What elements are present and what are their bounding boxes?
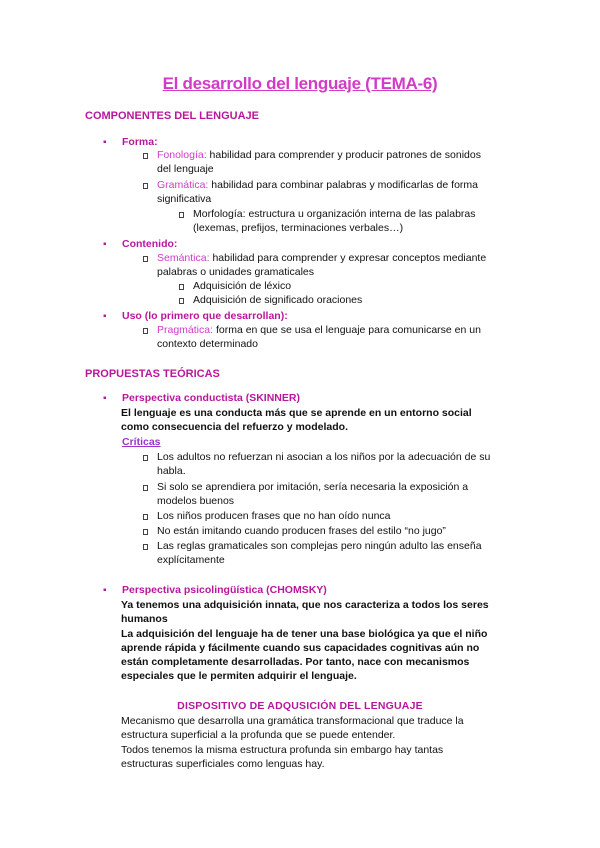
checkbox-icon bbox=[179, 212, 184, 218]
critica-1-line-2: habla. bbox=[157, 465, 186, 477]
bullet-icon: ▪ bbox=[103, 137, 107, 148]
checkbox-icon bbox=[143, 183, 148, 189]
checkbox-icon bbox=[179, 298, 184, 304]
checkbox-icon bbox=[179, 284, 184, 290]
skinner-label: Perspectiva conductista (SKINNER) bbox=[122, 392, 300, 404]
morfologia-line-2: (lexemas, prefijos, terminaciones verbales…) bbox=[193, 222, 404, 234]
checkbox-icon bbox=[143, 256, 148, 262]
dispositivo-line-1: Mecanismo que desarrolla una gramática transformacional que traduce la bbox=[121, 715, 464, 727]
chomsky-p2-line-1: La adquisición del lenguaje ha de tener una base biológica ya que el niño bbox=[121, 628, 488, 640]
checkbox-icon bbox=[143, 544, 148, 550]
checkbox-icon bbox=[143, 529, 148, 535]
contenido-label: Contenido: bbox=[122, 238, 178, 250]
dispositivo-line-3: Todos tenemos la misma estructura profunda sin embargo hay tantas bbox=[121, 744, 444, 756]
pragmatica-line-2: contexto determinado bbox=[157, 338, 258, 350]
checkbox-icon bbox=[143, 514, 148, 520]
checkbox-icon bbox=[143, 328, 148, 334]
forma-label: Forma: bbox=[122, 136, 158, 148]
skinner-desc-1: El lenguaje es una conducta más que se aprende en un entorno social bbox=[121, 407, 472, 419]
critica-3: Los niños producen frases que no han oído nunca bbox=[157, 510, 391, 522]
checkbox-icon bbox=[143, 485, 148, 491]
chomsky-p2-line-2: aprende rápida y fácilmente cuando sus capacidades cognitivas aún no bbox=[121, 642, 480, 654]
semantica-line-1: Semántica: habilidad para comprender y expresar conceptos mediante bbox=[157, 252, 487, 264]
semantica-line-2: palabras o unidades gramaticales bbox=[157, 266, 315, 278]
dispositivo-line-2: estructura superficial a la profunda que se puede entender. bbox=[121, 729, 396, 741]
chomsky-p2-line-4: especiales que le permiten adquirir el lenguaje. bbox=[121, 670, 357, 682]
critica-5-line-1: Las reglas gramaticales son complejas pero ningún adulto las enseña bbox=[157, 540, 482, 552]
uso-label: Uso (lo primero que desarrollan): bbox=[122, 310, 288, 322]
section-heading-propuestas: PROPUESTAS TEÓRICAS bbox=[85, 368, 220, 380]
criticas-label: Críticas bbox=[122, 436, 161, 448]
dispositivo-heading: DISPOSITIVO DE ADQUSICIÓN DEL LENGUAJE bbox=[177, 700, 423, 712]
critica-1-line-1: Los adultos no refuerzan ni asocian a los niños por la adecuación de su bbox=[157, 451, 491, 463]
gramatica-line-1: Gramática: habilidad para combinar palabras y modificarlas de forma bbox=[157, 179, 478, 191]
section-heading-componentes: COMPONENTES DEL LENGUAJE bbox=[85, 110, 259, 122]
bullet-icon: ▪ bbox=[103, 585, 107, 596]
document-title: El desarrollo del lenguaje (TEMA-6) bbox=[162, 74, 438, 93]
checkbox-icon bbox=[143, 455, 148, 461]
critica-5-line-2: explícitamente bbox=[157, 554, 225, 566]
bullet-icon: ▪ bbox=[103, 393, 107, 404]
dispositivo-line-4: estructuras superficiales como lenguas hay. bbox=[121, 758, 325, 770]
critica-2-line-1: Si solo se aprendiera por imitación, sería necesaria la exposición a bbox=[157, 481, 469, 493]
skinner-desc-2: como consecuencia del refuerzo y modelado. bbox=[121, 421, 348, 433]
checkbox-icon bbox=[143, 153, 148, 159]
pragmatica-line-1: Pragmática: forma en que se usa el lenguaje para comunicarse en un bbox=[157, 324, 481, 336]
bullet-icon: ▪ bbox=[103, 239, 107, 250]
bullet-icon: ▪ bbox=[103, 311, 107, 322]
chomsky-p1-line-1: Ya tenemos una adquisición innata, que nos caracteriza a todos los seres bbox=[121, 599, 489, 611]
contenido-sub-1: Adquisición de léxico bbox=[193, 280, 292, 292]
gramatica-line-2: significativa bbox=[157, 193, 212, 205]
critica-4: No están imitando cuando producen frases del estilo “no jugo” bbox=[157, 525, 446, 537]
chomsky-p1-line-2: humanos bbox=[121, 613, 168, 625]
critica-2-line-2: modelos buenos bbox=[157, 495, 235, 507]
fonologia-line-2: del lenguaje bbox=[157, 163, 214, 175]
chomsky-p2-line-3: están completamente desarrolladas. Por tanto, nace con mecanismos bbox=[121, 656, 470, 668]
contenido-sub-2: Adquisición de significado oraciones bbox=[193, 294, 363, 306]
fonologia-line-1: Fonología: habilidad para comprender y producir patrones de sonidos bbox=[157, 149, 481, 161]
chomsky-label: Perspectiva psicolingüística (CHOMSKY) bbox=[122, 584, 327, 596]
morfologia-line-1: Morfología: estructura u organización interna de las palabras bbox=[193, 208, 476, 220]
